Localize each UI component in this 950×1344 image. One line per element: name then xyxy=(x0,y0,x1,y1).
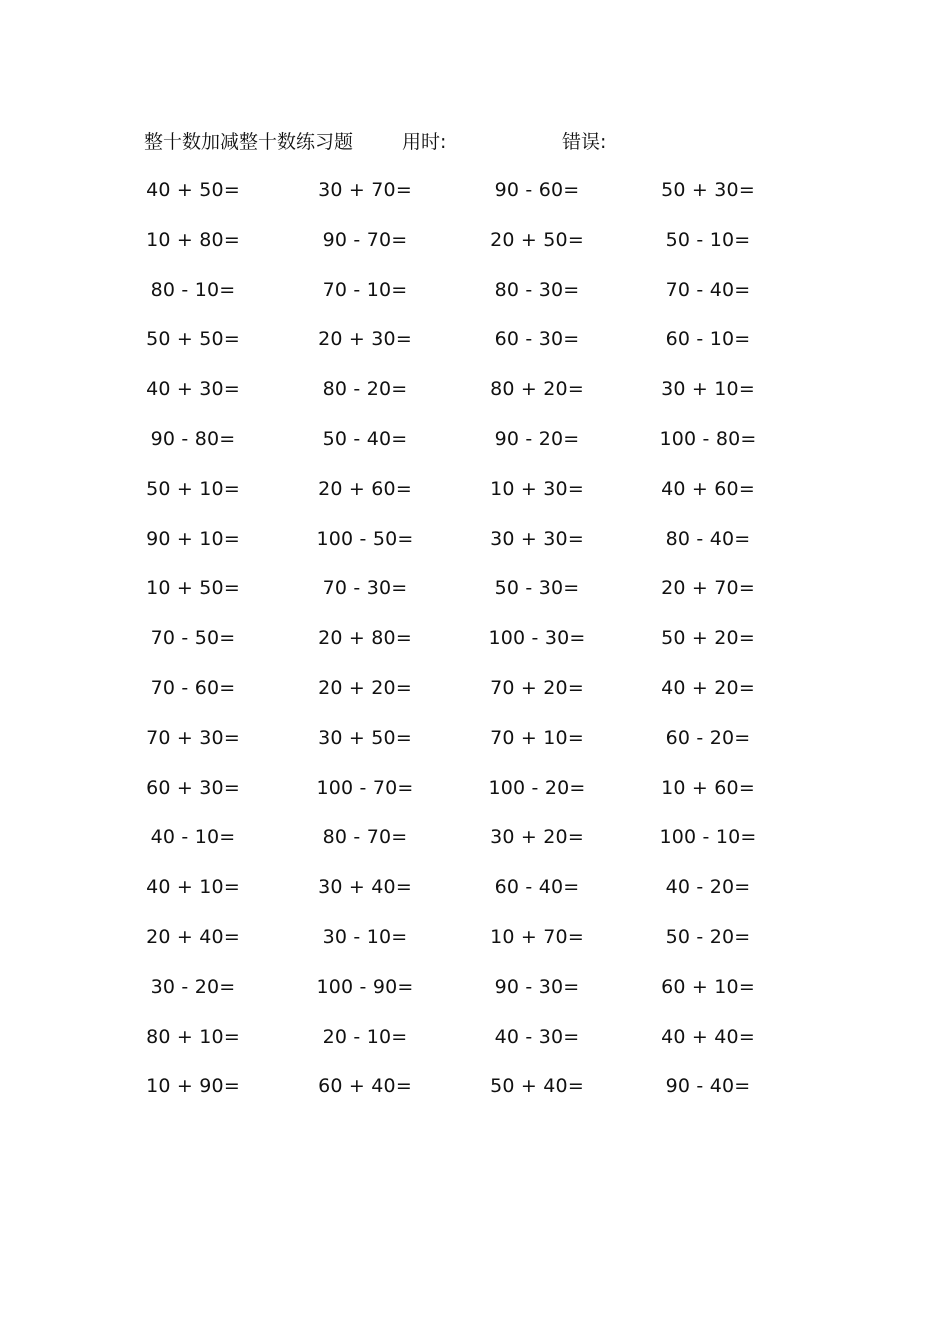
problem-row xyxy=(0,774,950,824)
problem: 80 - 70= xyxy=(322,826,408,849)
problem: 10 + 60= xyxy=(661,776,755,799)
problem: 10 + 70= xyxy=(490,925,584,948)
problem: 30 - 10= xyxy=(322,925,408,948)
problem: 90 - 20= xyxy=(494,427,580,450)
problem: 10 + 90= xyxy=(146,1075,240,1098)
problem: 100 - 80= xyxy=(659,427,757,450)
problem: 20 + 20= xyxy=(318,676,412,699)
problem: 40 - 30= xyxy=(494,1025,580,1048)
problem: 80 - 40= xyxy=(665,527,751,550)
worksheet-title: 整十数加减整十数练习题 xyxy=(144,131,354,153)
problem: 70 + 10= xyxy=(490,726,584,749)
problem: 60 - 40= xyxy=(494,876,580,899)
problem: 80 - 20= xyxy=(322,378,408,401)
problem-row xyxy=(0,276,950,326)
problem: 10 + 50= xyxy=(146,577,240,600)
problem: 40 + 40= xyxy=(661,1025,755,1048)
problem: 70 - 50= xyxy=(150,627,236,650)
problem: 60 - 20= xyxy=(665,726,751,749)
problem-row xyxy=(0,475,950,525)
problem: 60 + 10= xyxy=(661,975,755,998)
problem-row xyxy=(0,923,950,973)
problem: 40 - 10= xyxy=(150,826,236,849)
problem: 40 + 50= xyxy=(146,179,240,201)
problem: 40 + 30= xyxy=(146,378,240,401)
problem: 100 - 30= xyxy=(488,627,586,650)
problem-row xyxy=(0,176,950,226)
problem: 20 + 50= xyxy=(490,228,584,251)
problem: 80 - 30= xyxy=(494,278,580,301)
problem: 50 - 20= xyxy=(665,925,751,948)
problem-grid xyxy=(0,176,950,1122)
problem: 70 - 40= xyxy=(665,278,751,301)
problem-row xyxy=(0,375,950,425)
problem-row xyxy=(0,226,950,276)
problem-row xyxy=(0,325,950,375)
problem: 20 + 60= xyxy=(318,477,412,500)
problem-row xyxy=(0,674,950,724)
problem: 80 + 20= xyxy=(490,378,584,401)
problem: 90 - 60= xyxy=(494,179,580,201)
problem: 10 + 80= xyxy=(146,228,240,251)
problem: 60 - 30= xyxy=(494,328,580,351)
problem: 40 - 20= xyxy=(665,876,751,899)
problem: 70 + 20= xyxy=(490,676,584,699)
problem-row xyxy=(0,823,950,873)
problem: 70 - 30= xyxy=(322,577,408,600)
problem-row xyxy=(0,574,950,624)
problem: 100 - 90= xyxy=(316,975,414,998)
problem: 10 + 30= xyxy=(490,477,584,500)
problem-row xyxy=(0,873,950,923)
problem: 90 + 10= xyxy=(146,527,240,550)
problem: 40 + 60= xyxy=(661,477,755,500)
problem: 90 - 70= xyxy=(322,228,408,251)
problem-row xyxy=(0,973,950,1023)
problem: 60 + 30= xyxy=(146,776,240,799)
problem: 30 - 20= xyxy=(150,975,236,998)
problem: 100 - 50= xyxy=(316,527,414,550)
problem: 50 + 10= xyxy=(146,477,240,500)
problem: 50 - 30= xyxy=(494,577,580,600)
time-used-label: 用时: xyxy=(402,131,447,153)
problem: 30 + 20= xyxy=(490,826,584,849)
problem: 30 + 50= xyxy=(318,726,412,749)
problem: 90 - 40= xyxy=(665,1075,751,1098)
problem-row xyxy=(0,724,950,774)
problem: 100 - 70= xyxy=(316,776,414,799)
problem: 20 + 70= xyxy=(661,577,755,600)
errors-label: 错误: xyxy=(562,131,607,153)
problem: 100 - 10= xyxy=(659,826,757,849)
problem: 70 + 30= xyxy=(146,726,240,749)
problem: 20 + 80= xyxy=(318,627,412,650)
problem: 50 + 40= xyxy=(490,1075,584,1098)
problem-row xyxy=(0,624,950,674)
problem: 30 + 70= xyxy=(318,179,412,201)
problem: 50 + 50= xyxy=(146,328,240,351)
problem: 30 + 40= xyxy=(318,876,412,899)
problem-row xyxy=(0,1023,950,1073)
problem: 70 - 10= xyxy=(322,278,408,301)
problem-row xyxy=(0,1072,950,1122)
problem: 50 + 20= xyxy=(661,627,755,650)
problem: 80 - 10= xyxy=(150,278,236,301)
problem: 80 + 10= xyxy=(146,1025,240,1048)
problem: 40 + 20= xyxy=(661,676,755,699)
problem: 60 + 40= xyxy=(318,1075,412,1098)
problem: 20 + 30= xyxy=(318,328,412,351)
problem-row xyxy=(0,425,950,475)
problem: 50 + 30= xyxy=(661,179,755,201)
problem: 70 - 60= xyxy=(150,676,236,699)
problem: 40 + 10= xyxy=(146,876,240,899)
problem: 50 - 40= xyxy=(322,427,408,450)
problem: 30 + 30= xyxy=(490,527,584,550)
problem: 50 - 10= xyxy=(665,228,751,251)
problem: 30 + 10= xyxy=(661,378,755,401)
problem: 20 + 40= xyxy=(146,925,240,948)
problem-row xyxy=(0,525,950,575)
problem: 90 - 30= xyxy=(494,975,580,998)
problem: 60 - 10= xyxy=(665,328,751,351)
worksheet-header xyxy=(144,128,744,156)
problem: 90 - 80= xyxy=(150,427,236,450)
problem: 100 - 20= xyxy=(488,776,586,799)
problem: 20 - 10= xyxy=(322,1025,408,1048)
